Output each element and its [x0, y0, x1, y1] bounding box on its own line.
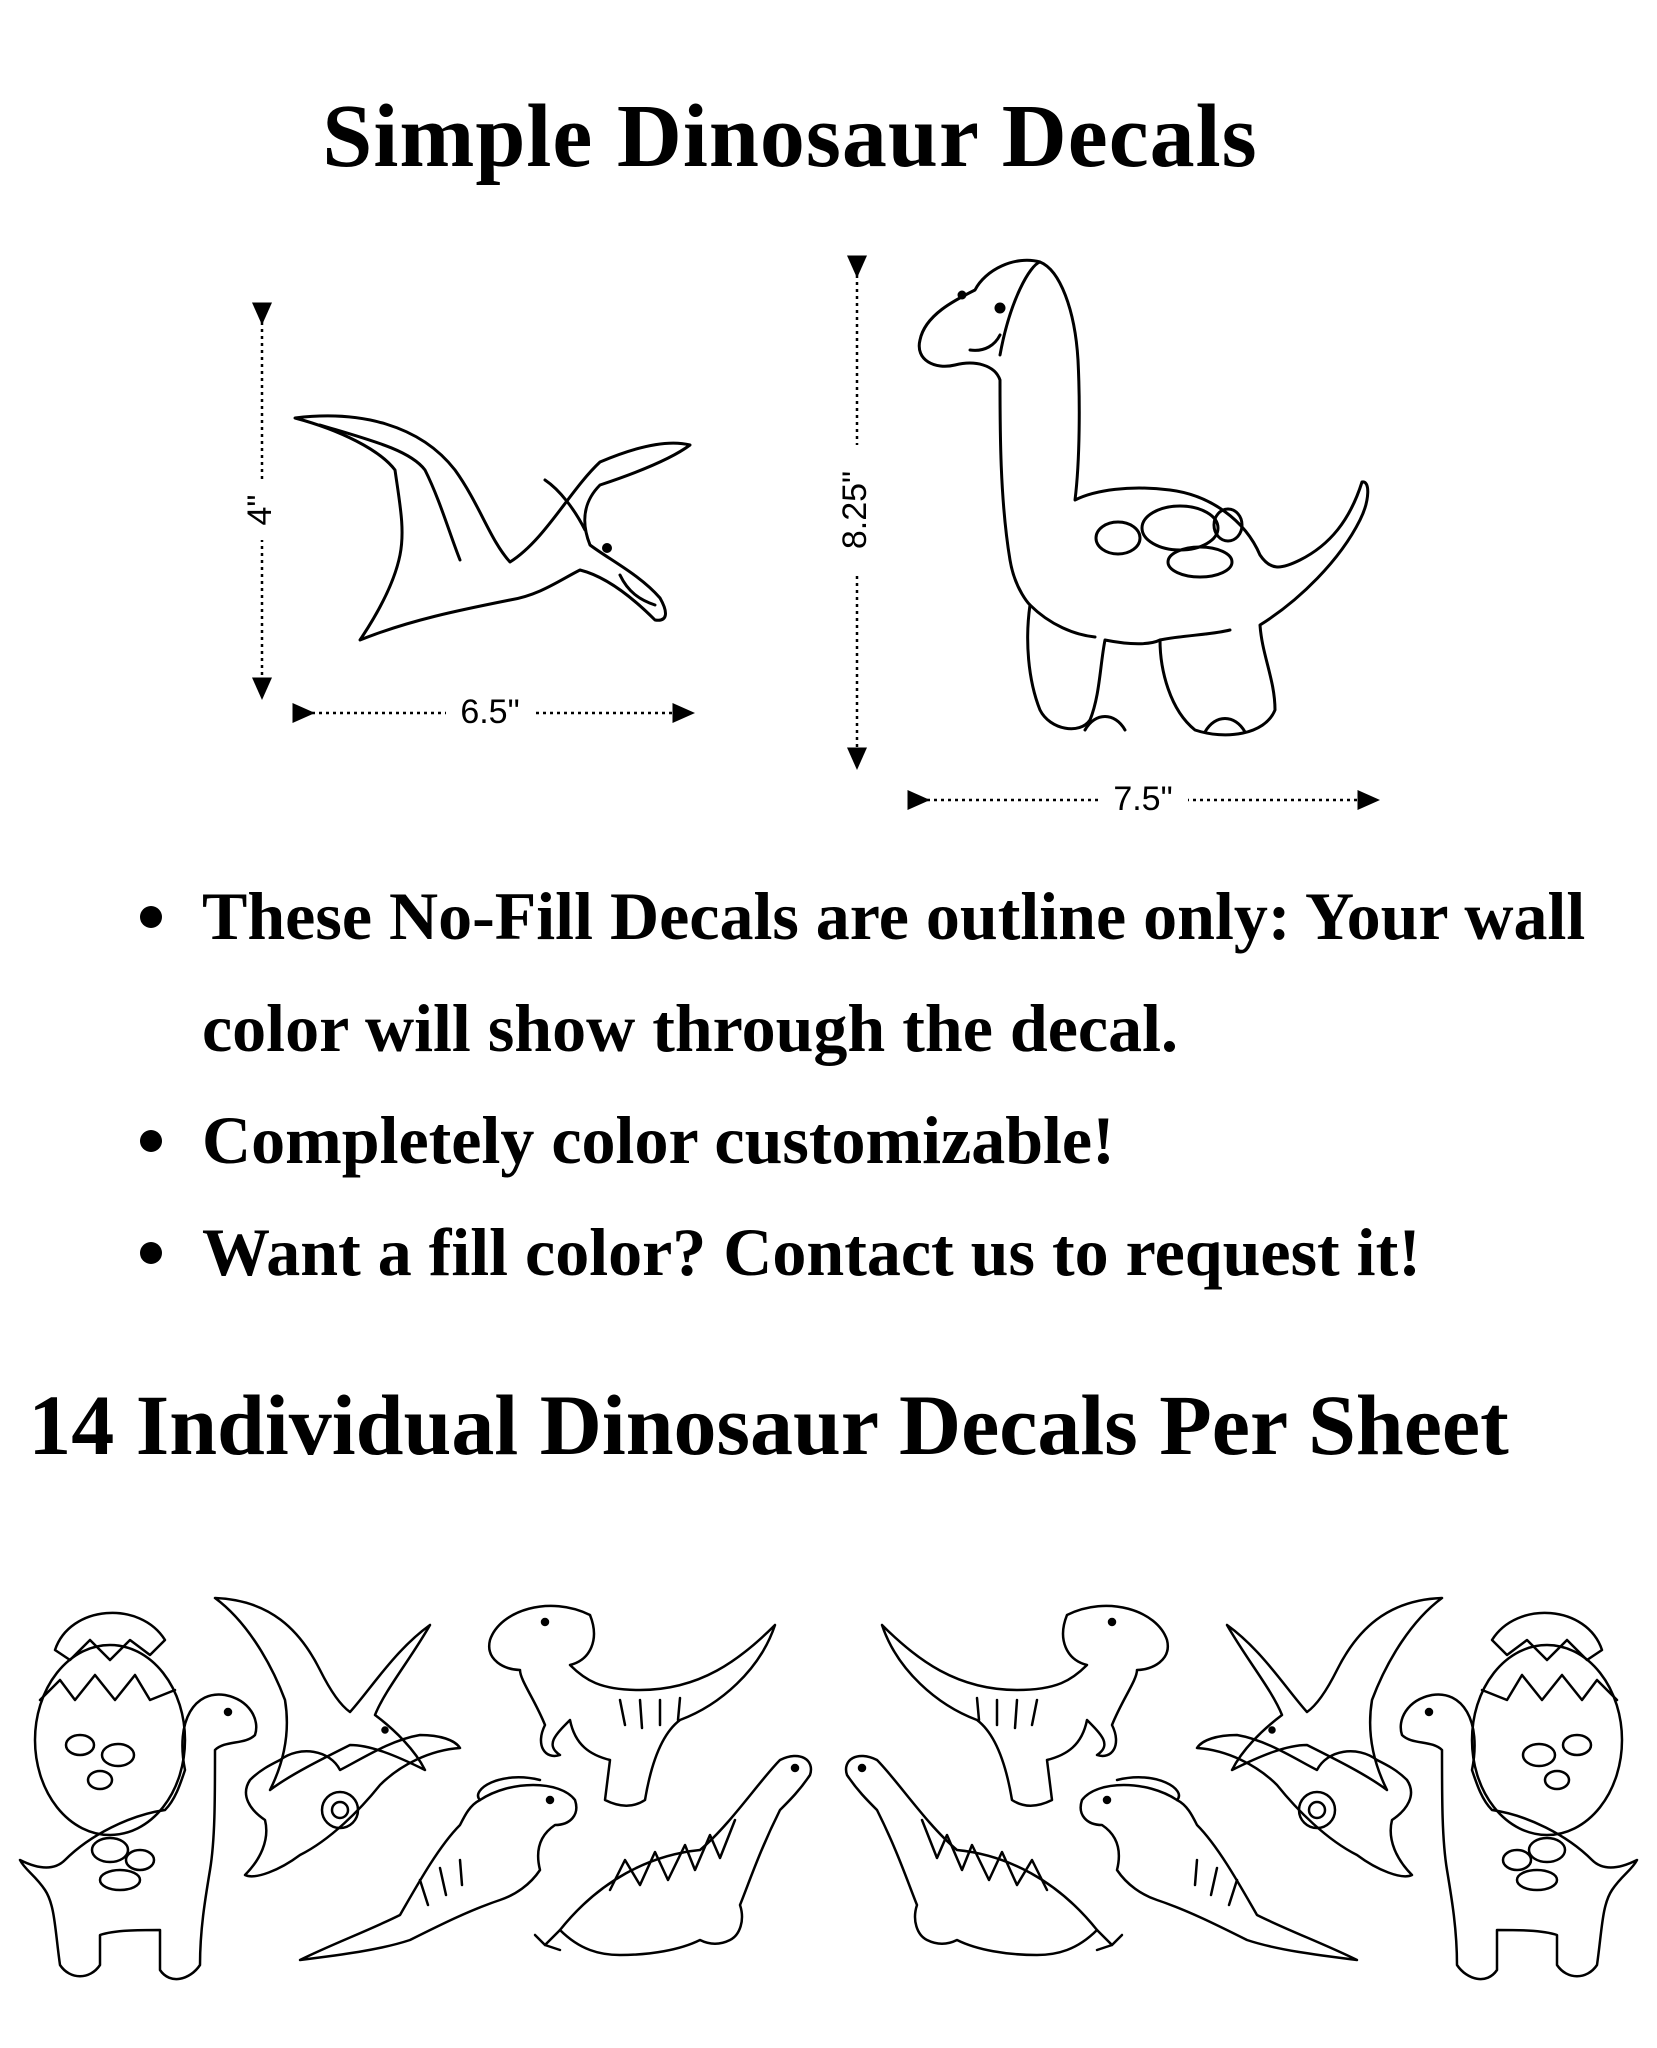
feature-item: Completely color customizable!: [140, 1084, 1620, 1196]
page-title: Simple Dinosaur Decals: [322, 87, 1258, 186]
decal-count-heading: 14 Individual Dinosaur Decals Per Sheet: [28, 1377, 1509, 1473]
feature-list: [140, 860, 1620, 1308]
t-rex-outline: [489, 1606, 775, 1806]
hatching-egg-outline: [35, 1613, 185, 1835]
pterodactyl-outline: [295, 416, 690, 640]
decal-dimension-illustration: [0, 0, 1657, 820]
feature-item: Want a fill color? Contact us to request it!: [140, 1196, 1620, 1308]
pterodactyl-width-label: 6.5": [460, 692, 520, 731]
parasaurolophus-outline: [300, 1777, 576, 1960]
brontosaurus-outline: [20, 1694, 256, 1979]
raptor-outline: [245, 1735, 460, 1876]
pterodactyl-height-label: 4": [240, 494, 279, 526]
feature-item: These No-Fill Decals are outline only: Your wall color will show through the decal.: [140, 860, 1620, 1084]
pterodactyl-outline: [215, 1598, 430, 1790]
brontosaurus-width-label: 7.5": [1113, 779, 1173, 818]
brontosaurus-outline: [919, 260, 1368, 735]
brontosaurus-height-label: 8.25": [835, 470, 874, 550]
stegosaurus-outline: [535, 1756, 811, 1955]
